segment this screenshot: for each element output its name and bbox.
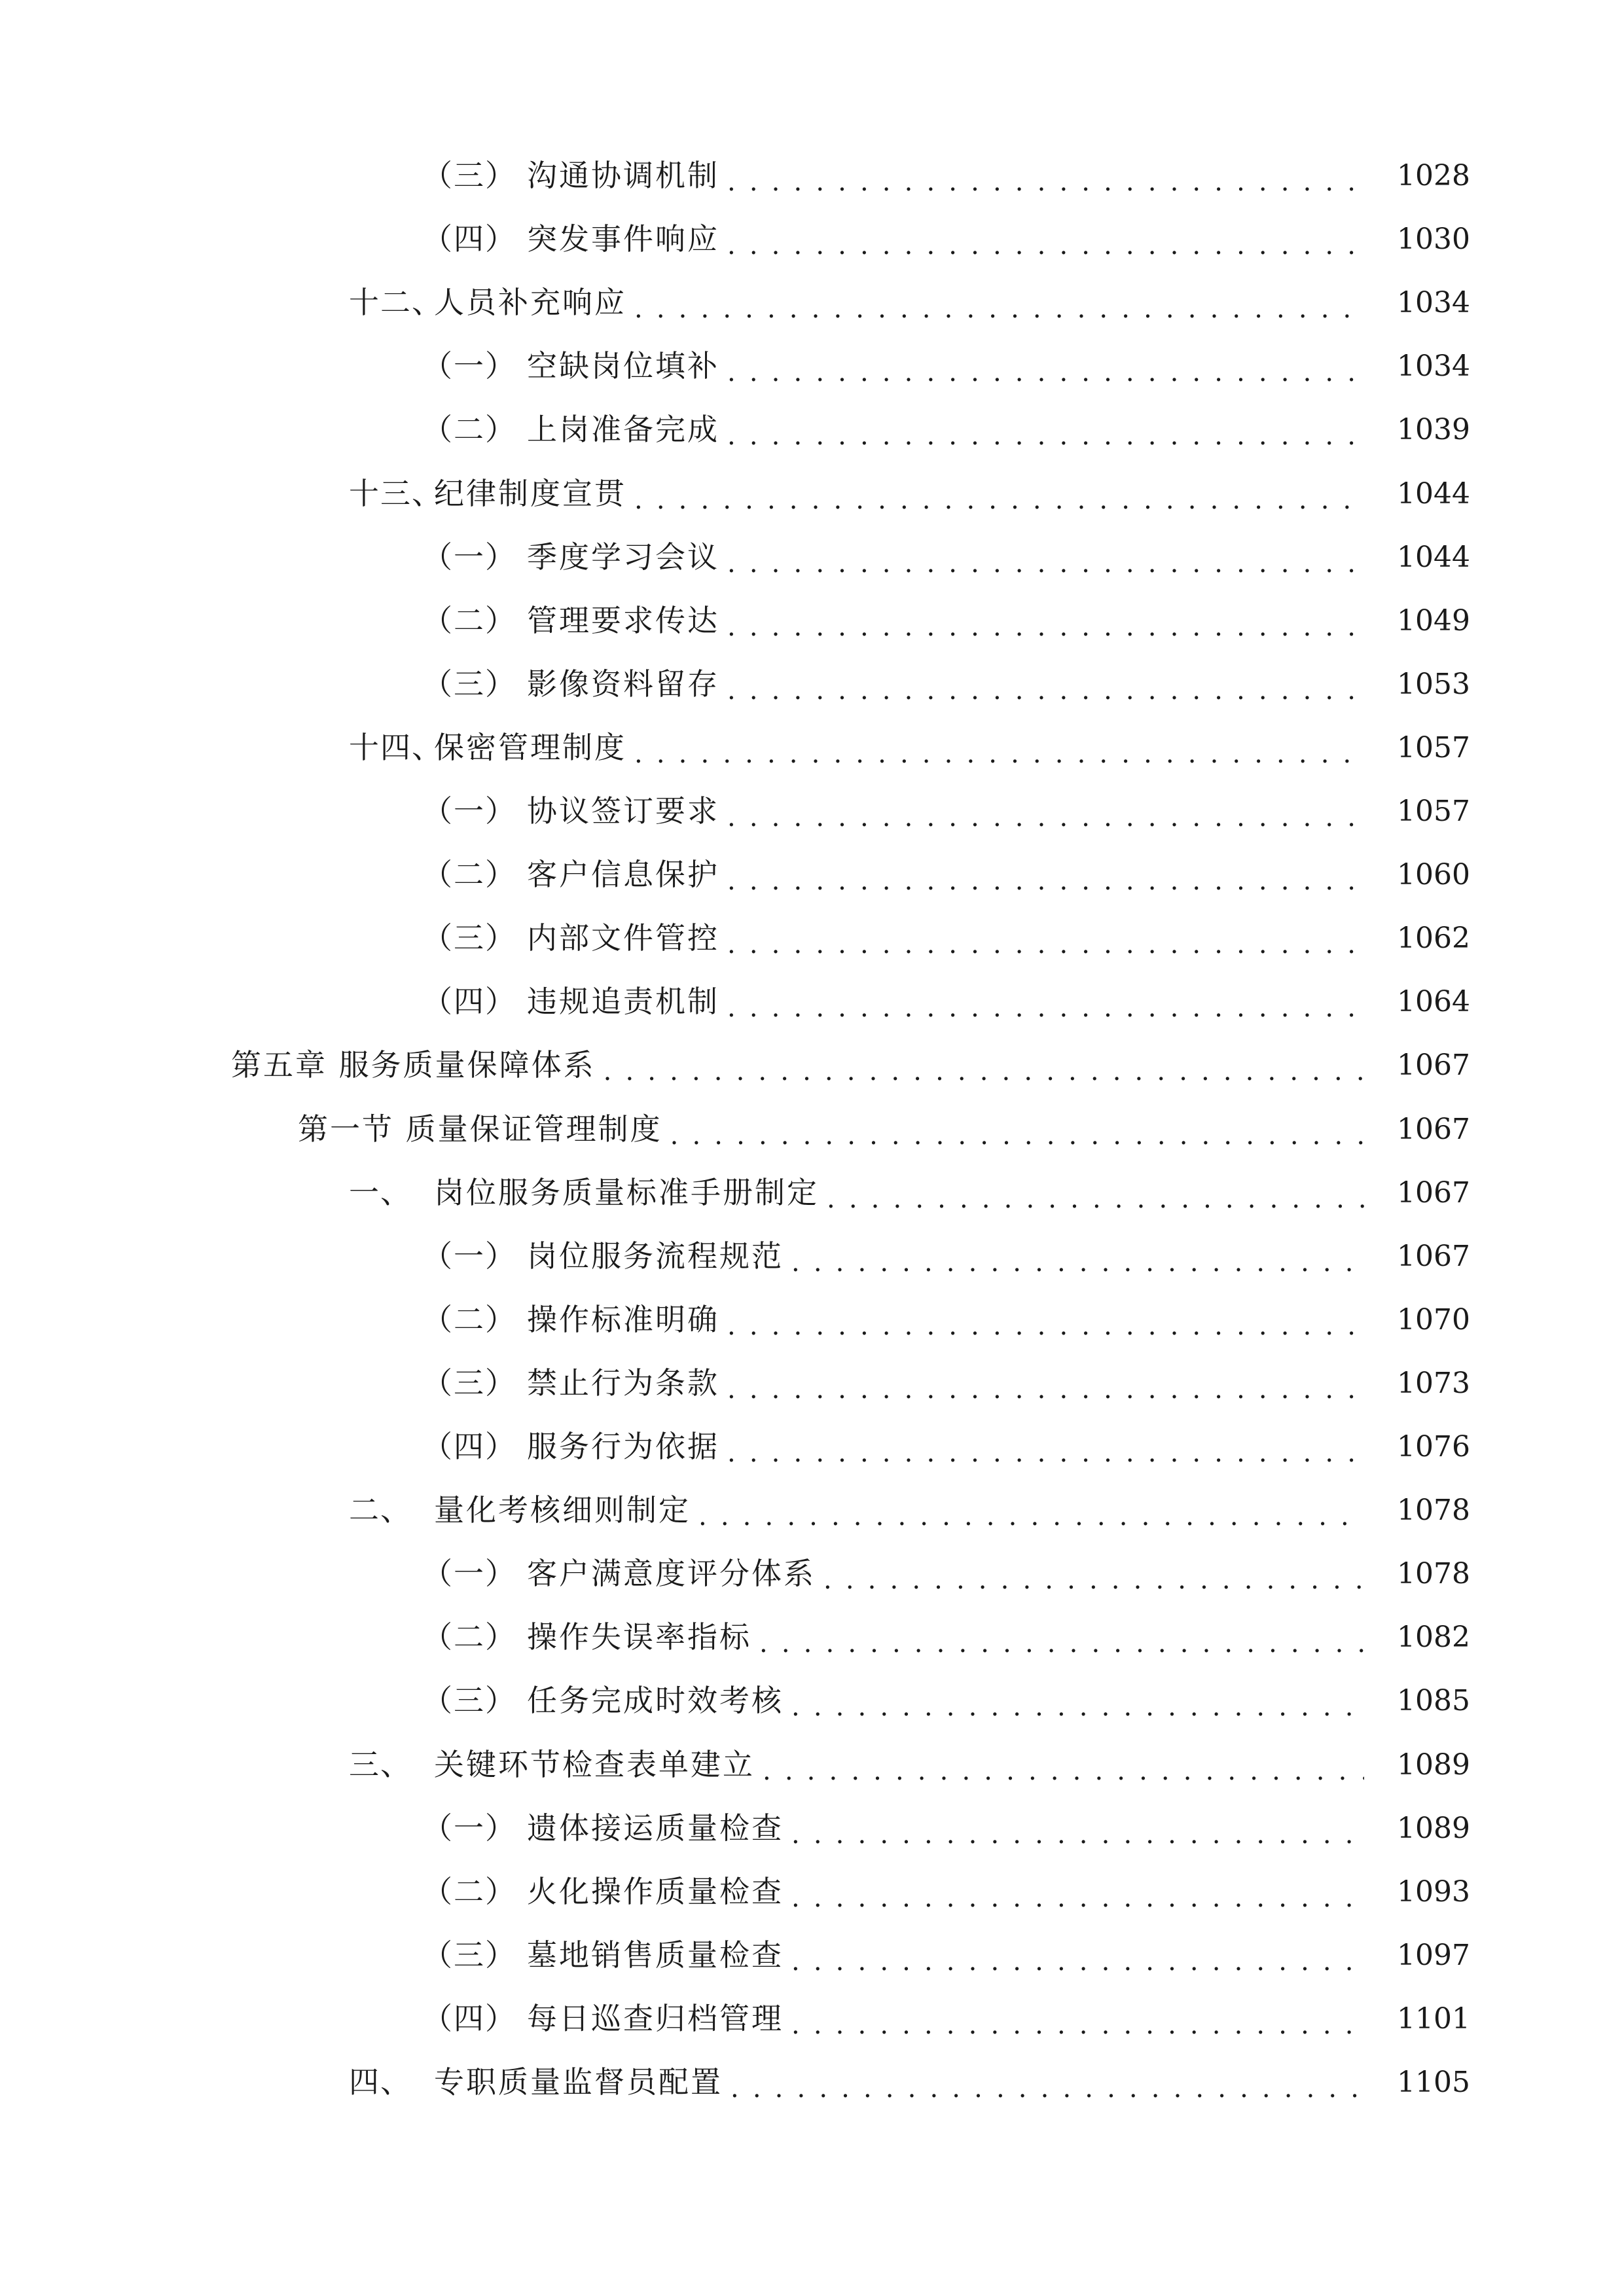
toc-entry[interactable] [0,334,1624,398]
dot-leader [791,1669,1364,1732]
toc-entry-page: 1093 [1397,1874,1470,1909]
toc-entry-page: 1034 [1397,350,1470,384]
toc-entry-page: 1053 [1397,667,1470,701]
toc-entry[interactable] [0,1033,1624,1097]
dot-leader [634,716,1364,780]
toc-entry-title: 突发事件响应 [527,221,719,257]
dot-leader [727,1415,1364,1479]
toc-entry-number: （二） [422,412,516,448]
toc-entry[interactable] [0,1605,1624,1669]
toc-entry-number: （一） [422,348,516,384]
toc-entry-page: 1089 [1397,1811,1470,1845]
toc-entry-title: 上岗准备完成 [527,412,719,448]
toc-entry-page: 1057 [1397,795,1470,828]
toc-entry[interactable] [0,1987,1624,2051]
toc-entry-title: 人员补充响应 [434,285,626,321]
toc-entry-number: 三、 [349,1746,412,1782]
dot-leader [727,653,1364,716]
toc-entry-page: 1067 [1397,1175,1470,1210]
toc-entry-title: 季度学习会议 [527,539,719,575]
toc-entry-number: 十三、 [349,475,443,511]
dot-leader [727,334,1364,398]
toc-entry-title: 管理要求传达 [527,602,719,638]
toc-entry-number: 十二、 [349,285,443,321]
dot-leader [727,398,1364,461]
dot-leader [727,589,1364,653]
dot-leader [727,207,1364,271]
dot-leader [727,144,1364,207]
toc-entry[interactable] [0,716,1624,780]
toc-entry-number: （一） [422,1556,516,1592]
toc-entry[interactable] [0,398,1624,461]
toc-entry[interactable] [0,1415,1624,1479]
toc-entry-title: 沟通协调机制 [527,158,719,193]
toc-entry[interactable] [0,653,1624,716]
toc-entry[interactable] [0,1225,1624,1288]
toc-entry-title: 每日巡查归档管理 [527,2000,784,2036]
toc-entry-title: 遗体接运质量检查 [527,1810,784,1846]
toc-entry[interactable] [0,1288,1624,1352]
dot-leader [727,780,1364,843]
toc-entry-title: 服务行为依据 [527,1429,719,1464]
dot-leader [670,1098,1364,1161]
dot-leader [727,1288,1364,1352]
toc-entry-title: 墓地销售质量检查 [527,1937,784,1973]
toc-entry-title: 第一节 质量保证管理制度 [298,1111,662,1147]
toc-entry-title: 内部文件管控 [527,920,719,956]
toc-entry[interactable] [0,207,1624,271]
toc-entry-page: 1101 [1397,2001,1470,2036]
toc-entry-page: 1067 [1397,1239,1470,1273]
toc-entry-page: 1067 [1397,1049,1470,1083]
toc-entry-title: 火化操作质量检查 [527,1873,784,1909]
toc-entry-number: 四、 [349,2064,412,2100]
toc-entry-title: 专职质量监督员配置 [434,2064,723,2100]
toc-entry-page: 1078 [1397,1494,1470,1528]
toc-entry-title: 保密管理制度 [434,729,626,765]
dot-leader [759,1605,1364,1669]
dot-leader [727,526,1364,589]
toc-entry-number: （三） [422,1365,516,1401]
toc-entry-number: （三） [422,666,516,702]
toc-entry-number: （三） [422,158,516,193]
toc-entry-number: （二） [422,857,516,893]
dot-leader [634,462,1364,526]
toc-entry-number: （一） [422,1238,516,1274]
toc-entry[interactable] [0,589,1624,653]
toc-entry-page: 1030 [1397,223,1470,257]
toc-entry-number: 二、 [349,1492,412,1528]
toc-entry-number: （三） [422,1683,516,1719]
toc-entry-title: 纪律制度宣贯 [434,475,626,511]
toc-entry-page: 1089 [1397,1748,1470,1782]
toc-entry[interactable] [0,1797,1624,1860]
dot-leader [634,271,1364,334]
toc-entry-page: 1062 [1397,922,1470,956]
toc-entry-title: 空缺岗位填补 [527,348,719,384]
toc-entry-page: 1028 [1397,159,1470,192]
toc-entry-number: （二） [422,1301,516,1337]
toc-entry[interactable] [0,2051,1624,2114]
dot-leader [727,906,1364,970]
dot-leader [604,1033,1364,1097]
toc-entry-page: 1097 [1397,1938,1470,1972]
toc-entry[interactable] [0,1542,1624,1605]
toc-entry-title: 操作失误率指标 [527,1619,751,1655]
toc-entry-title: 禁止行为条款 [527,1365,719,1401]
toc-entry-page: 1105 [1397,2066,1470,2099]
dot-leader [827,1161,1364,1225]
toc-entry-title: 客户满意度评分体系 [527,1556,816,1592]
toc-entry-number: （一） [422,539,516,575]
toc-entry-number: （二） [422,602,516,638]
toc-entry-number: （三） [422,1937,516,1973]
toc-entry[interactable] [0,1352,1624,1415]
toc-entry-page: 1073 [1397,1366,1470,1400]
toc-entry[interactable] [0,271,1624,334]
toc-entry-page: 1044 [1397,476,1470,511]
toc-entry-number: （二） [422,1619,516,1655]
dot-leader [727,970,1364,1033]
toc-entry[interactable] [0,1161,1624,1225]
toc-entry-title: 协议签订要求 [527,793,719,829]
toc-entry-title: 关键环节检查表单建立 [434,1746,755,1782]
toc-entry[interactable] [0,1860,1624,1924]
toc-entry[interactable] [0,526,1624,589]
toc-entry[interactable] [0,144,1624,207]
dot-leader [727,1352,1364,1415]
toc-entry-page: 1044 [1397,540,1470,574]
toc-entry-number: （一） [422,1810,516,1846]
toc-entry-number: （四） [422,984,516,1020]
toc-entry-number: 一、 [349,1174,412,1210]
toc-entry-number: （一） [422,793,516,829]
toc-entry-number: （三） [422,920,516,956]
dot-leader [731,2051,1364,2114]
toc-entry-page: 1082 [1397,1621,1470,1655]
toc-entry-title: 任务完成时效考核 [527,1683,784,1719]
toc-entry-number: （二） [422,1873,516,1909]
toc-entry[interactable] [0,1733,1624,1797]
toc-entry-title: 岗位服务质量标准手册制定 [434,1174,819,1210]
dot-leader [791,1924,1364,1987]
dot-leader [791,1987,1364,2051]
toc-entry-page: 1067 [1397,1112,1470,1146]
dot-leader [791,1797,1364,1860]
toc-entry-number: （四） [422,1429,516,1464]
dot-leader [823,1542,1364,1605]
dot-leader [791,1860,1364,1924]
dot-leader [791,1225,1364,1288]
toc-entry-title: 操作标准明确 [527,1301,719,1337]
toc-entry-title: 岗位服务流程规范 [527,1238,784,1274]
toc-entry[interactable] [0,780,1624,843]
toc-entry[interactable] [0,970,1624,1033]
toc-entry-title: 客户信息保护 [527,857,719,893]
toc-entry-page: 1049 [1397,603,1470,637]
toc-entry[interactable] [0,1479,1624,1542]
toc-entry-page: 1070 [1397,1302,1470,1336]
toc-entry-number: 十四、 [349,729,443,765]
toc-entry-page: 1085 [1397,1684,1470,1718]
toc-entry[interactable] [0,1924,1624,1987]
toc-entry[interactable] [0,462,1624,526]
toc-entry-number: （四） [422,221,516,257]
toc-entry-number: （四） [422,2000,516,2036]
toc-entry-page: 1039 [1397,413,1470,447]
toc-entry-page: 1060 [1397,858,1470,892]
toc-entry[interactable] [0,843,1624,906]
toc-entry[interactable] [0,1669,1624,1732]
toc-entry-title: 量化考核细则制定 [434,1492,691,1528]
toc-entry-page: 1076 [1397,1430,1470,1463]
toc-entry-title: 影像资料留存 [527,666,719,702]
dot-leader [698,1479,1364,1542]
dot-leader [763,1733,1364,1797]
toc-entry-page: 1057 [1397,730,1470,764]
toc-entry-page: 1064 [1397,985,1470,1019]
toc-entry-page: 1078 [1397,1557,1470,1591]
toc-entry[interactable] [0,1098,1624,1161]
toc-entry-page: 1034 [1397,286,1470,320]
toc-entry-title: 第五章 服务质量保障体系 [231,1047,596,1083]
toc-entry-title: 违规追责机制 [527,984,719,1020]
dot-leader [727,843,1364,906]
toc-entry[interactable] [0,906,1624,970]
